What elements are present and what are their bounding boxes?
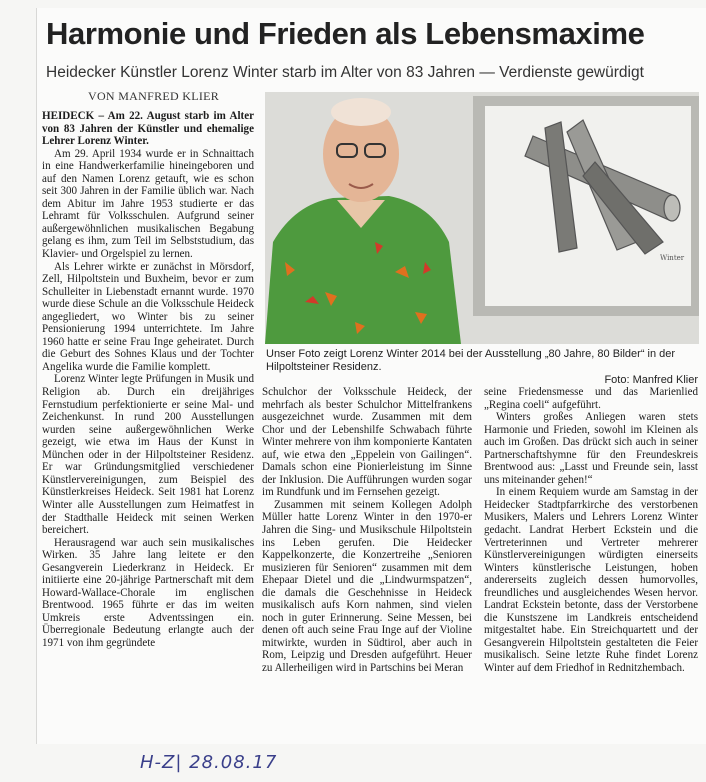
caption-text: Unser Foto zeigt Lorenz Winter 2014 bei der Ausstellung „80 Jahre, 80 Bilder“ in der Hilpoltsteiner Residenz. (266, 348, 676, 373)
paragraph: Lorenz Winter legte Prüfungen in Musik und Religion ab. Durch ein dreijähriges Fernstudium perfektionierte er seine Mal- und Zeichenkunst. In rund 200 Ausstellungen wurden seine außergewöhnlichen Werke gezeigt, wie etwa im Haus der Kunst in München oder in der Hilpoltsteiner Residenz. Er war Gründungsmitglied verschiedener Künstlervereinigungen, zum Beispiel des Künstlerkreises Heideck. Seit 1981 hat Lorenz Winter alle Ausstellungen zum Heimatfest in der Stadthalle Heideck mit seinen Werken bereichert. (42, 373, 254, 537)
drawing-signature: Winter (660, 254, 685, 262)
handwritten-date: H-Z| 28.08.17 (140, 752, 278, 773)
article-column-3 (484, 386, 698, 675)
paragraph: Herausragend war auch sein musikalisches Wirken. 35 Jahre lang leitete er den Gesangverein Liederkranz in Heideck. Er initiierte eine 20-jährige Partnerschaft mit dem Howard-Wallace-Chorale im englischen Brentwood. 1965 führte er das im weiten Umkreis erste Adventssingen ein. Überregionale Bedeutung erlangte auch der 1971 von ihm gegründete (42, 536, 254, 649)
subheadline: Heidecker Künstler Lorenz Winter starb im Alter von 83 Jahren — Verdienste gewürdigt (46, 64, 644, 81)
paragraph: Zusammen mit seinem Kollegen Adolph Müller hatte Lorenz Winter in den 1970-er Jahren die Sing- und Musikschule Hilpoltstein ins Leben gerufen. Die Heidecker Kappelkonzerte, die Konzertreihe „Senioren musizieren für Senioren“ zusammen mit dem Ehepaar Dietel und die „Lindwurmspatzen“, die damals die Geschehnisse in Heideck musikalisch aufs Korn nahmen, sind vielen noch in guter Erinnerung. Seine Messen, bei denen oft auch seine Frau Inge auf der Violine mitwirkte, wurden in Südtirol, aber auch in Rom, Leipzig und Dresden aufgeführt. Heuer zu Allerheiligen wird in Partschins bei Meran (262, 498, 472, 675)
headline: Harmonie und Frieden als Lebensmaxime (46, 16, 645, 51)
paragraph: seine Friedensmesse und das Marienlied „Regina coeli“ aufgeführt. (484, 386, 698, 411)
article-column-2 (262, 386, 472, 675)
paragraph: Schulchor der Volksschule Heideck, der mehrfach als bester Schulchor Mittelfrankens ausgezeichnet wurde. Zusammen mit dem Chor und der Lebenshilfe Schwabach führte Winter mehrere von ihm komponierte Kantaten auf, wie etwa den „Eppelein von Gailingen“. Damals schon eine Pionierleistung im Sinne der Inklusion. Die Aufführungen wurden sogar im Rundfunk und im Fernsehen gezeigt. (262, 386, 472, 499)
article-column-1 (42, 110, 254, 650)
photo-caption (266, 348, 698, 387)
paragraph: Als Lehrer wirkte er zunächst in Mörsdorf, Zell, Hilpoltstein und Buxheim, bevor er zum Schulleiter in Liebenstadt ernannt wurde. 1970 wurde diese Schule an die Volksschule Heideck angegliedert, wo Winter bis zu seiner Pensionierung 1994 unterrichtete. Im Jahre 1960 hatte er seine Frau Inge geheiratet. Durch die Geburt des Sohnes Klaus und der Tochter Angelika wurde die Familie komplett. (42, 260, 254, 373)
lead-paragraph: HEIDECK – Am 22. August starb im Alter von 83 Jahren der Künstler und ehemalige Lehrer Lorenz Winter. (42, 110, 254, 148)
paragraph: In einem Requiem wurde am Samstag in der Heidecker Stadtpfarrkirche des verstorbenen Musikers, Malers und Lehrers Lorenz Winter gedacht. Landrat Herbert Eckstein und die Vertreterinnen und Vertreter mehrerer Künstlervereinigungen würdigten einerseits Winters künstlerische Leistungen, hoben andererseits zugleich dessen humorvolles, freundliches und ausgleichendes Wesen hervor. Landrat Eckstein betonte, dass der Verstorbene die Kunstszene im Landkreis entscheidend mitgestaltet habe. Ein Streichquartett und der Gesangverein Hilpoltstein gestalteten die Feier musikalisch. Seine letzte Ruhe findet Lorenz Winter auf dem Friedhof in Rednitzhembach. (484, 486, 698, 675)
photo-credit: Foto: Manfred Klier (604, 374, 698, 386)
byline: VON MANFRED KLIER (88, 89, 220, 103)
paragraph: Winters großes Anliegen waren stets Harmonie und Frieden, sowohl im Kleinen als auch im Großen. Das drückt sich auch in seiner Partnerschaftshymne für den Freundeskreis Brentwood aus: „Lasst und Freunde sein, lasst uns miteinander gehen!“ (484, 411, 698, 486)
paragraph: Am 29. April 1934 wurde er in Schnaittach in eine Handwerkerfamilie hineingeboren und auf den Namen Lorenz getauft, wie es schon seit 300 Jahren in der Familie üblich war. Nach dem Abitur im Jahre 1953 studierte er das Lehramt für Volksschulen. Aufgrund seiner außergewöhnlichen musikalischen Begabung gelang es ihm, zum Teil im Selbststudium, das Klavier- und Orgelspiel zu lernen. (42, 147, 254, 261)
article-photo (265, 92, 699, 344)
photo-illustration (265, 92, 699, 344)
